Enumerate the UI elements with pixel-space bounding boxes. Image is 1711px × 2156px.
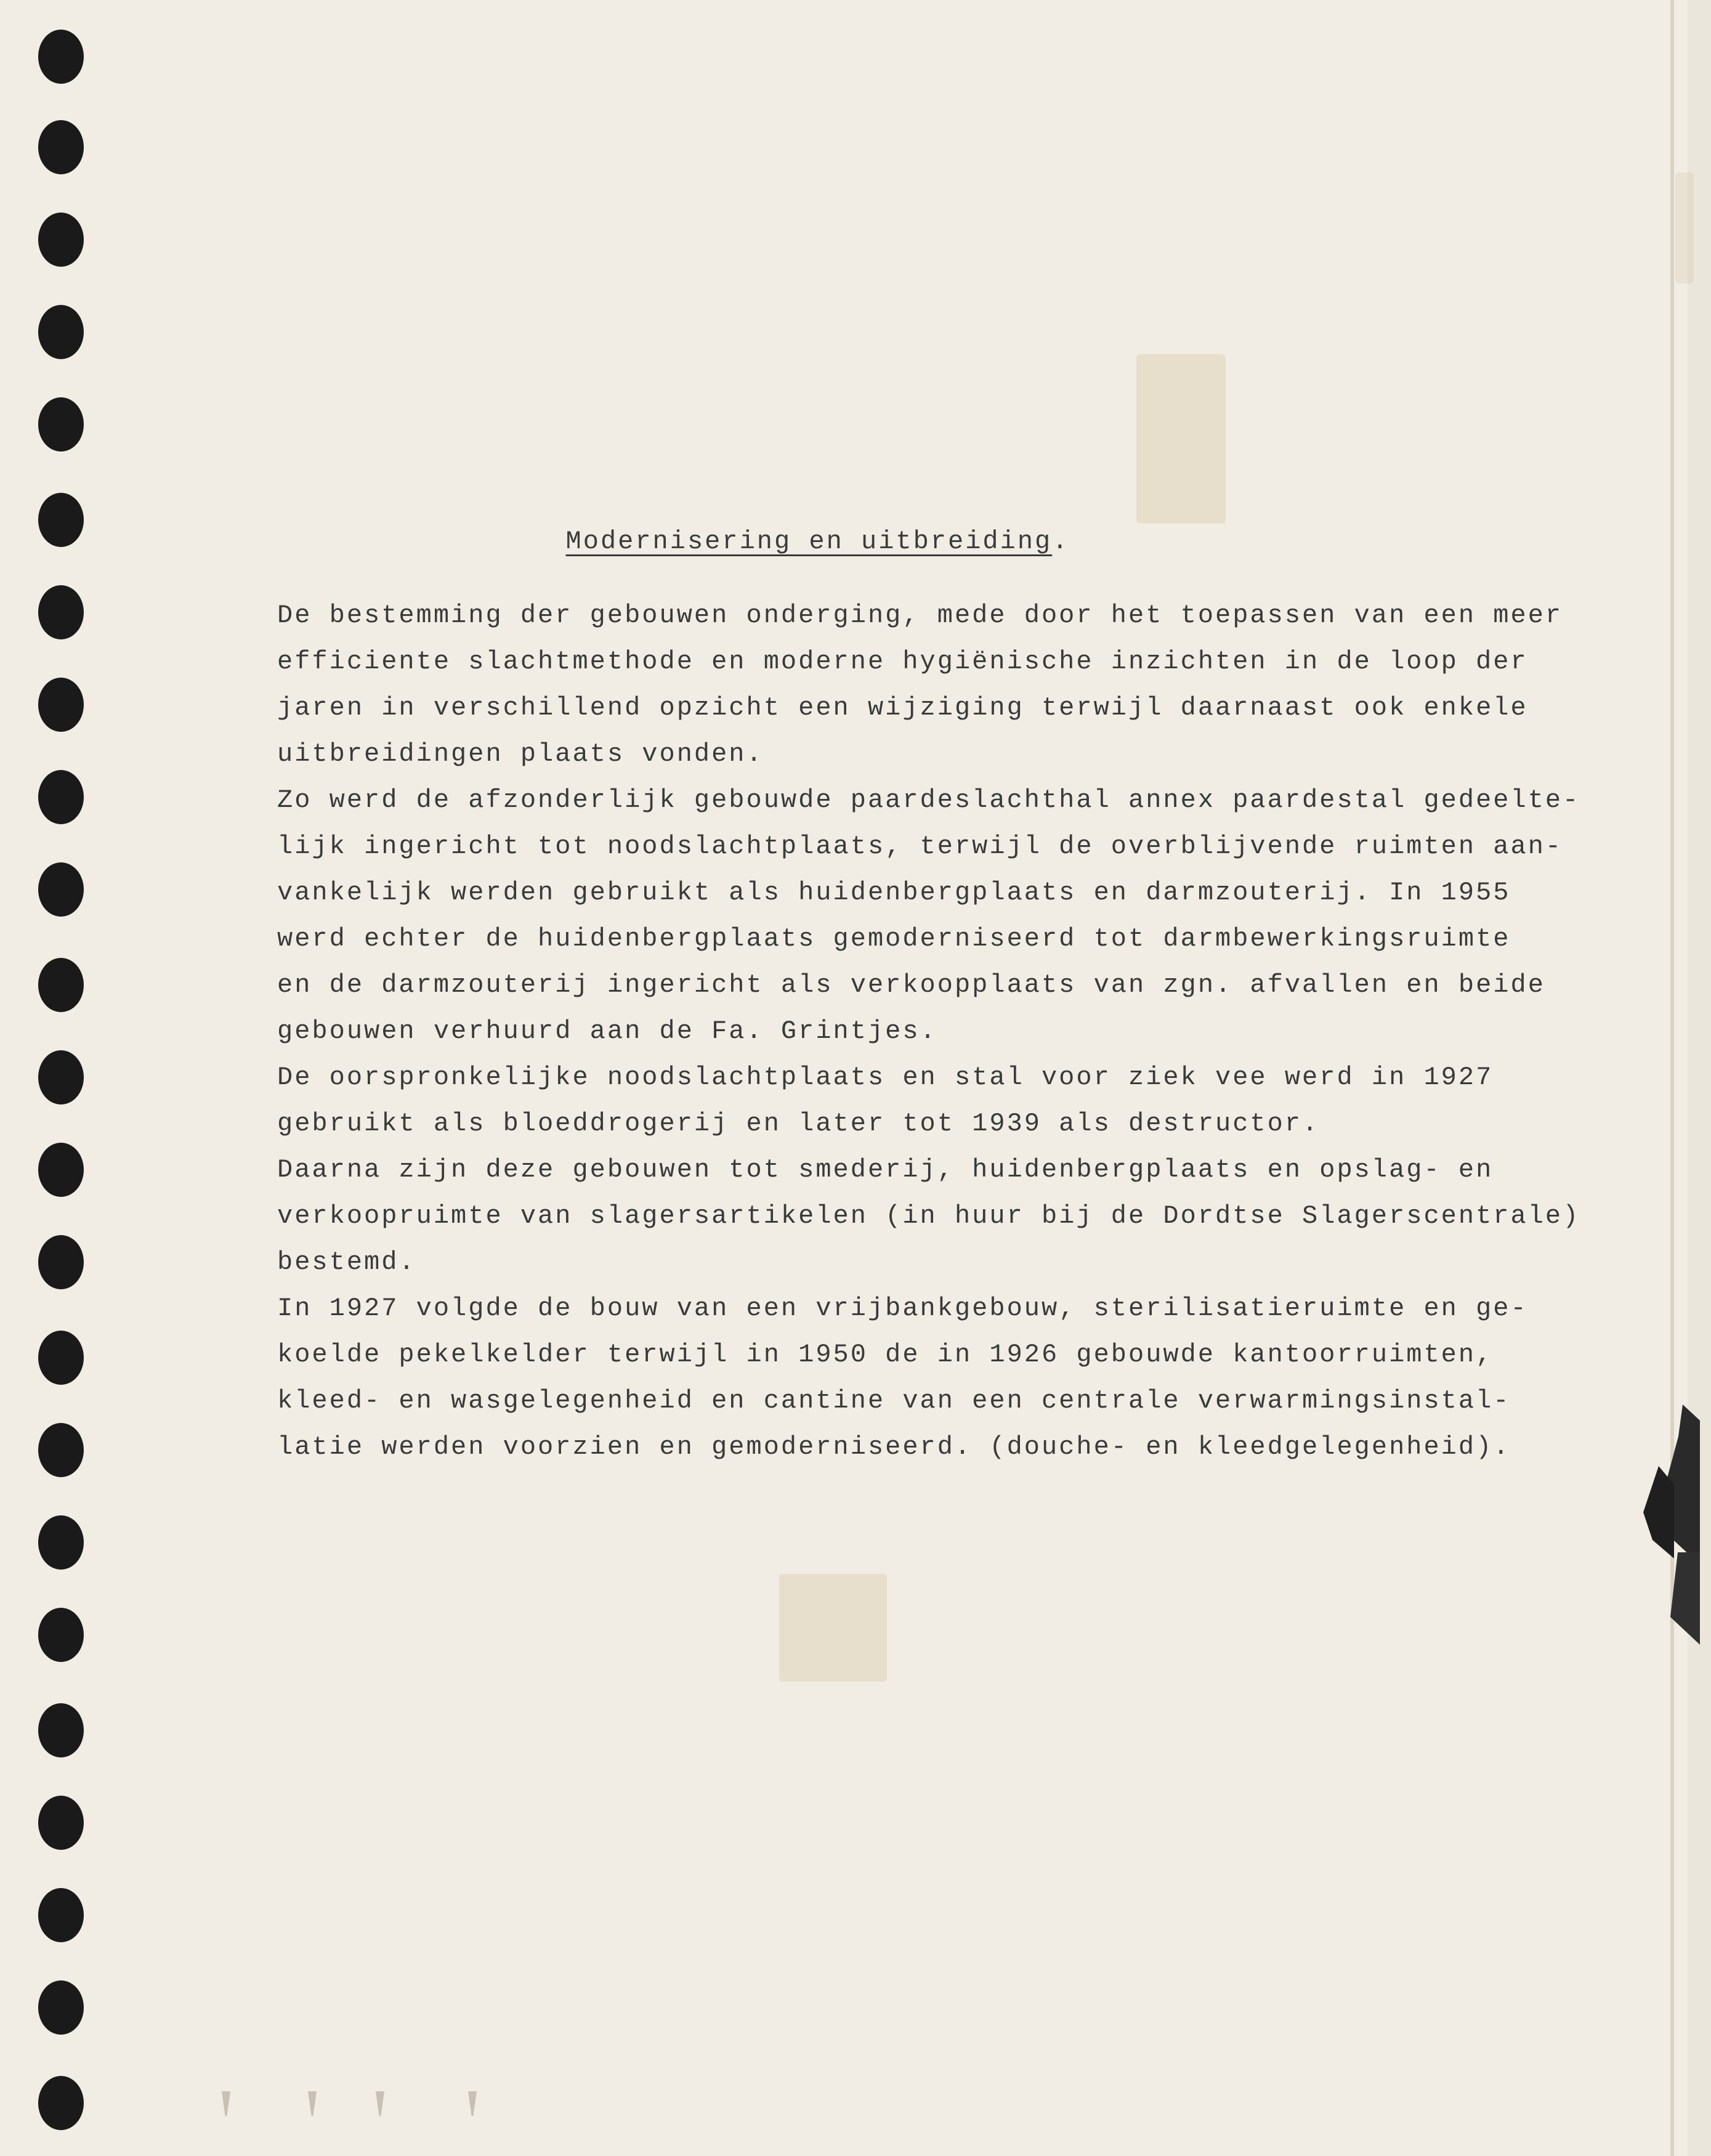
text-line: efficiente slachtmethode en moderne hygiënische inzichten in de loop der (277, 647, 1528, 676)
punch-hole (38, 1888, 84, 1942)
text-line: vankelijk werden gebruikt als huidenbergplaats en darmzouterij. In 1955 (277, 878, 1511, 907)
page-edge-line (1670, 0, 1674, 2156)
text-line: latie werden voorzien en gemoderniseerd. (douche- en kleedgelegenheid). (277, 1432, 1511, 1462)
text-line: gebouwen verhuurd aan de Fa. Grintjes. (277, 1016, 937, 1046)
punch-hole (38, 1143, 84, 1197)
punch-hole (38, 120, 84, 174)
edge-mark (376, 2091, 384, 2116)
punch-hole (38, 1423, 84, 1477)
text-line: In 1927 volgde de bouw van een vrijbankgebouw, sterilisatieruimte en ge- (277, 1294, 1528, 1323)
punch-hole (38, 2076, 84, 2130)
text-line: jaren in verschillend opzicht een wijziging terwijl daarnaast ook enkele (277, 693, 1528, 723)
text-line: werd echter de huidenbergplaats gemoderniseerd tot darmbewerkingsruimte (277, 924, 1511, 954)
punch-hole (38, 585, 84, 639)
punch-hole (38, 1515, 84, 1570)
punch-hole (38, 1796, 84, 1850)
edge-mark (222, 2091, 230, 2116)
paper-stain (1675, 172, 1694, 283)
page-right-margin (1688, 0, 1711, 2156)
text-line: gebruikt als bloeddrogerij en later tot 1939 als destructor. (277, 1109, 1320, 1138)
text-line: uitbreidingen plaats vonden. (277, 739, 764, 769)
punch-hole (38, 1331, 84, 1385)
text-line: verkoopruimte van slagersartikelen (in huur bij de Dordtse Slagerscentrale) (277, 1201, 1580, 1231)
punch-hole (38, 30, 84, 84)
text-line: Daarna zijn deze gebouwen tot smederij, huidenbergplaats en opslag- en (277, 1155, 1494, 1185)
text-line: kleed- en wasgelegenheid en cantine van een centrale verwarmingsinstal- (277, 1386, 1511, 1416)
paper-stain (779, 1574, 887, 1682)
document-title (0, 527, 1635, 556)
text-line: bestemd. (277, 1247, 416, 1277)
punch-hole (38, 397, 84, 452)
punch-hole (38, 1703, 84, 1757)
punch-hole (38, 1235, 84, 1289)
text-line: lijk ingericht tot noodslachtplaats, terwijl de overblijvende ruimten aan- (277, 832, 1563, 861)
title-period: . (1052, 527, 1070, 556)
punch-hole (38, 1980, 84, 2035)
edge-mark (308, 2091, 317, 2116)
text-line: De oorspronkelijke noodslachtplaats en stal voor ziek vee werd in 1927 (277, 1063, 1494, 1092)
punch-hole (38, 958, 84, 1012)
text-line: koelde pekelkelder terwijl in 1950 de in 1926 gebouwde kantoorruimten, (277, 1340, 1494, 1369)
punch-hole (38, 678, 84, 732)
punch-hole (38, 1050, 84, 1104)
title-text: Modernisering en uitbreiding (565, 527, 1053, 556)
document-body (277, 593, 1601, 1470)
edge-mark (468, 2091, 477, 2116)
punch-hole (38, 305, 84, 359)
punch-hole (38, 1608, 84, 1662)
text-line: Zo werd de afzonderlijk gebouwde paardeslachthal annex paardestal gedeelte- (277, 785, 1580, 815)
paper-stain (1136, 354, 1226, 524)
text-line: en de darmzouterij ingericht als verkoopplaats van zgn. afvallen en beide (277, 970, 1545, 1000)
punch-hole (38, 213, 84, 267)
punch-hole (38, 862, 84, 917)
bottom-edge-marks (222, 2091, 542, 2122)
text-line: De bestemming der gebouwen onderging, mede door het toepassen van een meer (277, 601, 1563, 630)
punch-hole (38, 770, 84, 824)
